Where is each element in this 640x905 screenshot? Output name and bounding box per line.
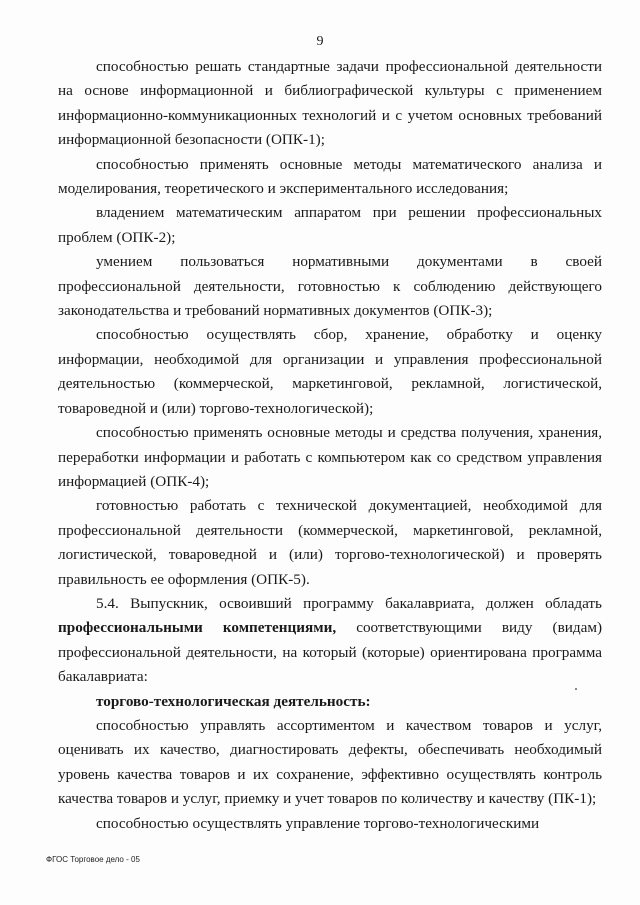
paragraph-opk1-part1: способностью решать стандартные задачи профессиональной деятельности на основе информационной и библиографической культуры с применением информационно-коммуникационных технологий и с учетом основных требований информационной безопасности (ОПК-1); — [58, 58, 602, 149]
paragraph-pk1: способностью управлять ассортиментом и качеством товаров и услуг, оценивать их качество, диагностировать дефекты, обеспечивать необходимый уровень качества товаров и их сохранение, эффективно осуществлять контроль качества товаров и услуг, приемку и учет товаров по количеству и качеству (ПК-1); — [58, 716, 602, 808]
paragraph-pk-continuation: способностью осуществлять управление торгово-технологическими — [96, 814, 540, 832]
paragraph-opk2: владением математическим аппаратом при решении профессиональных проблем (ОПК-2); — [58, 204, 602, 246]
section-5-4-bold-term: профессиональными компетенциями, — [58, 619, 337, 637]
paragraph-section-5-4 — [58, 592, 602, 690]
page-number: 9 — [316, 34, 324, 49]
paragraph-opk5: готовностью работать с технической документацией, необходимой для профессиональной деятельности (коммерческой, маркетинговой, рекламной, логистической, товароведной и (или) торгово-технологической) и проверять правильность ее оформления (ОПК-5). — [58, 497, 602, 588]
footer-label: ФГОС Торговое дело - 05 — [46, 855, 140, 864]
paragraph-math-methods: способностью применять основные методы математического анализа и моделирования, теоретического и экспериментального исследования; — [58, 155, 602, 198]
paragraph-opk4: способностью применять основные методы и средства получения, хранения, переработки информации и работать с компьютером как со средством управления информацией (ОПК-4); — [58, 424, 602, 490]
paragraph-info-collection: способностью осуществлять сбор, хранение, обработку и оценку информации, необходимой для организации и управления профессиональной деятельностью (коммерческой, маркетинговой, рекламной, логистической, товароведной и (или) торгово-технологической); — [58, 326, 602, 417]
section-5-4-suffix: соответствующими виду (видам) профессиональной деятельности, на который (которые) ориентирована программа бакалавриата: — [58, 619, 603, 686]
scan-speck — [575, 688, 577, 690]
document-body — [58, 55, 602, 836]
activity-heading: торгово-технологическая деятельность: — [96, 692, 371, 710]
section-5-4-prefix: 5.4. Выпускник, освоивший программу бакалавриата, должен обладать — [96, 594, 602, 612]
paragraph-opk3: умением пользоваться нормативными документами в своей профессиональной деятельности, готовностью к соблюдению действующего законодательства и требований нормативных документов (ОПК-3); — [58, 253, 602, 320]
